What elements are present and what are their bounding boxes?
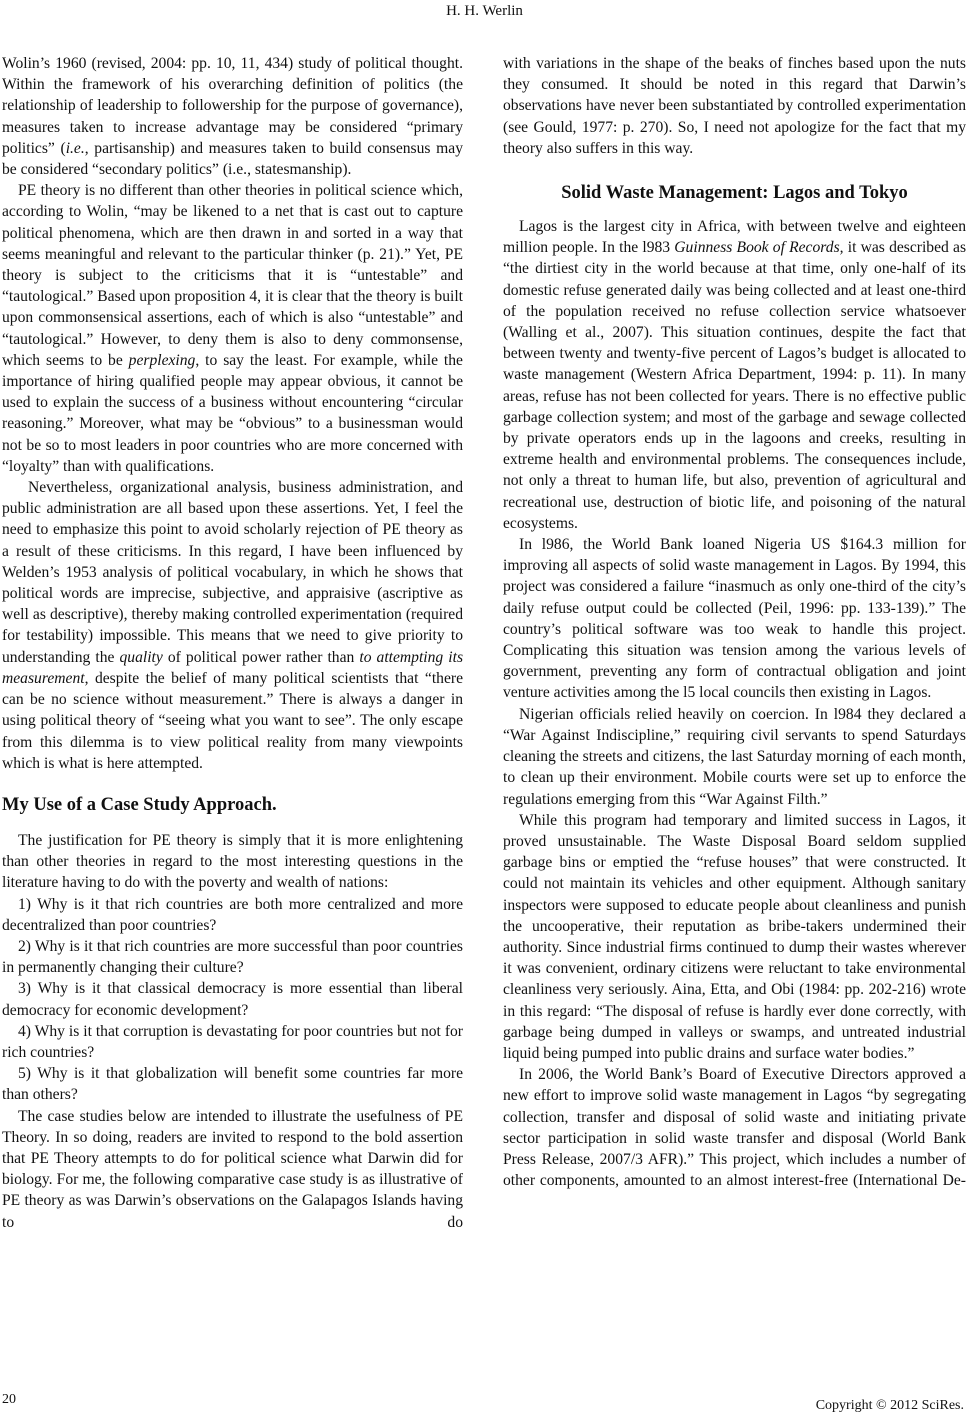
question-item-2: 2) Why is it that rich countries are more successful than poor countries in permanently changing their culture? — [2, 937, 463, 977]
text-span: , despite the belief of many political scientists that “there can be no science without measurement.” There is always a danger in using political theory of “seeing what you want to see”. The only escape from this dilemma is to view political reality from many viewpoints which is what is here attempted. — [2, 669, 463, 772]
text-span: , to say the least. For example, while the importance of hiring qualified people may appear obvious, it cannot be used to explain the success of a business without encountering “circular reasoning.” Moreover, what may be “obvious” to a businessman would not be so to most leaders in poor countries who are more concerned with “loyalty” than with qualifications. — [2, 351, 463, 475]
paragraph-justification: The justification for PE theory is simply that it is more enlightening than other theories in regard to the most interesting questions in the literature having to do with the poverty and wealth of nations: — [2, 831, 463, 892]
paragraph-pe-theory-criticisms — [2, 180, 463, 477]
paragraph-world-bank-2006: In 2006, the World Bank’s Board of Executive Directors approved a new effort to improve solid waste management in Lagos “by segregating collection, transfer and disposal of solid waste and initiating private sector participation in solid waste transfer and disposal (World Bank Press Release, 2007/3 AFR).” This project, which includes a number of other components, amounted to an almost interest-free (International De- — [503, 1066, 966, 1190]
question-item-5: 5) Why is it that globalization will benefit some countries far more than others? — [2, 1065, 463, 1104]
paragraph-darwin-finches: with variations in the shape of the beaks of finches based upon the nuts they consumed. It should be noted in this regard that Darwin’s observations have never been substantiated by controlled experimentation (see Gould, 1977: p. 270). So, I need not apologize for the fact that my theory also suffers in this way. — [503, 55, 966, 157]
question-item-1: 1) Why is it that rich countries are both more centralized and more decentralized than poor countries? — [2, 895, 463, 934]
page-number: 20 — [2, 1392, 16, 1407]
italic-perplexing: perplexing — [128, 351, 196, 369]
text-span: , partisanship) and measures taken to build consensus may be considered “secondary politics” (i.e., statesmanship). — [2, 139, 463, 179]
text-span: Nevertheless, organizational analysis, business administration, and public administration are all based upon these assertions. Yet, I feel the need to emphasize this point to avoid scholarly rejection of PE theory as a result of these criticisms. In this regard, I have been influenced by Welden’s 1953 analysis of political vocabulary, in which he shows that political words are imprecise, subjective, and appraisive (ascriptive as well as descriptive), thereby making controlled experimentation (required for testability) impossible. This means that we need to give priority to understanding the — [2, 479, 463, 666]
paragraph-war-against-indiscipline: Nigerian officials relied heavily on coercion. In l984 they declared a “War Against Indiscipline,” requiring civil servants to spend Saturdays cleaning the streets and citizens, the last Saturday morning of each month, to clean up their environment. Mobile courts were set up to enforce the regulations emerging from this “War Against Filth.” — [503, 705, 966, 808]
paragraph-program-unsustainable: While this program had temporary and limited success in Lagos, it proved unsustainable. The Waste Disposal Board seldom supplied garbage bins or emptied the “refuse houses” that were constructed. It could not maintain its vehicles and other equipment. Although sanitary inspectors were supposed to educate people about cleanliness and punish the uncooperative, their reputation as bribe-takers undermined their authority. Since industrial firms continued to dump their wastes wherever it was convenient, ordinary citizens were reluctant to take environmental cleanliness very seriously. Aina, Etta, and Obi (1984: pp. 202-216) wrote in this regard: “The disposal of refuse is hardly ever done correctly, with garbage being dumped in valleys or swamps, and untreated industrial liquid being pumped into public drains and surface water bodies.” — [503, 811, 966, 1062]
question-item-3: 3) Why is it that classical democracy is more essential than liberal democracy for economic development? — [2, 980, 463, 1019]
paragraph-lagos-largest-city — [503, 216, 966, 534]
copyright-notice: Copyright © 2012 SciRes. — [815, 1398, 964, 1413]
paragraph-wolin-definition — [2, 53, 463, 180]
question-item-4: 4) Why is it that corruption is devastating for poor countries but not for rich countries? — [2, 1022, 463, 1061]
section-heading-solid-waste: Solid Waste Management: Lagos and Tokyo — [561, 183, 908, 204]
right-column — [503, 53, 966, 1191]
text-span: it was described as “the dirtiest city in the world because at that time, only one-half of its domestic refuse generated daily was being collected and at least one-third of the population received no refuse collection service whatsoever (Walling et al., 2007). This situation continues, despite the fact that between twenty and twenty-five percent of Lagos’s budget is allocated to waste management (Western Africa Department, 1994: p. 11). In many areas, refuse has not been collected for years. There is no effective public garbage collection system; and most of the garbage and sewage collected by private operators ends up in the lagoons and creeks, resulting in extreme health and environmental problems. The consequences include, not only a threat to human life, but also, prevention of agricultural and recreational use, destruction of biotic life, and poisoning of the natural ecosystems. — [503, 239, 967, 532]
italic-ie: i.e. — [65, 139, 85, 157]
paragraph-nevertheless — [2, 477, 463, 774]
text-span: Lagos is the largest city in Africa, with between twelve and eighteen million people. In the l983 — [503, 218, 966, 257]
section-heading-case-study: My Use of a Case Study Approach. — [2, 794, 277, 815]
text-span: Wolin’s 1960 (revised, 2004: pp. 10, 11, 434) study of political thought. Within the framework of his overarching definition of politics (the relationship of leadership to followership for the purpose of governance), measures taken to increase advantage may be considered “primary politics” ( — [2, 55, 463, 157]
left-column — [2, 53, 463, 1233]
italic-guinness-book: Guinness Book of Records, — [674, 239, 844, 257]
italic-quality: quality — [119, 648, 163, 666]
paragraph-case-studies: The case studies below are intended to illustrate the usefulness of PE Theory. In so doing, readers are invited to respond to the bold assertion that PE Theory attempts to do for political science what Darwin did for biology. For me, the following comparative case study is as illustrative of PE theory as was Darwin’s observations on the Galapagos Islands having to do — [2, 1107, 463, 1231]
text-span: PE theory is no different than other theories in political science which, according to Wolin, “may be likened to a net that is cast out to capture political phenomena, which are then drawn in and sorted in a way that seems meaningful and relevant to the particular thinker (p. 21).” Yet, PE theory is subject to the criticisms that it is “untestable” and “tautological.” Based upon proposition 4, it is clear that the theory is built upon commonsensical assertions, each of which is also “untestable” and “tautological.” However, to deny them is also to deny commonsense, which seems to be — [2, 182, 463, 369]
text-span: of political power rather than — [162, 648, 360, 666]
paragraph-world-bank-loan-1986: In l986, the World Bank loaned Nigeria US $164.3 million for improving all aspects of solid waste management in Lagos. By 1994, this project was considered a failure “inasmuch as only one-third of the city’s daily refuse output could be collected (Peil, 1996: pp. 133-139).” The country’s political software was too weak to handle this project. Complicating this situation was tension among the various levels of government, preventing any form of contractual obligation and joint venture activities among the l5 local councils then existing in Lagos. — [503, 536, 966, 702]
italic-measurement: to attempting its measurement — [2, 648, 464, 687]
running-head-author: H. H. Werlin — [446, 3, 523, 19]
